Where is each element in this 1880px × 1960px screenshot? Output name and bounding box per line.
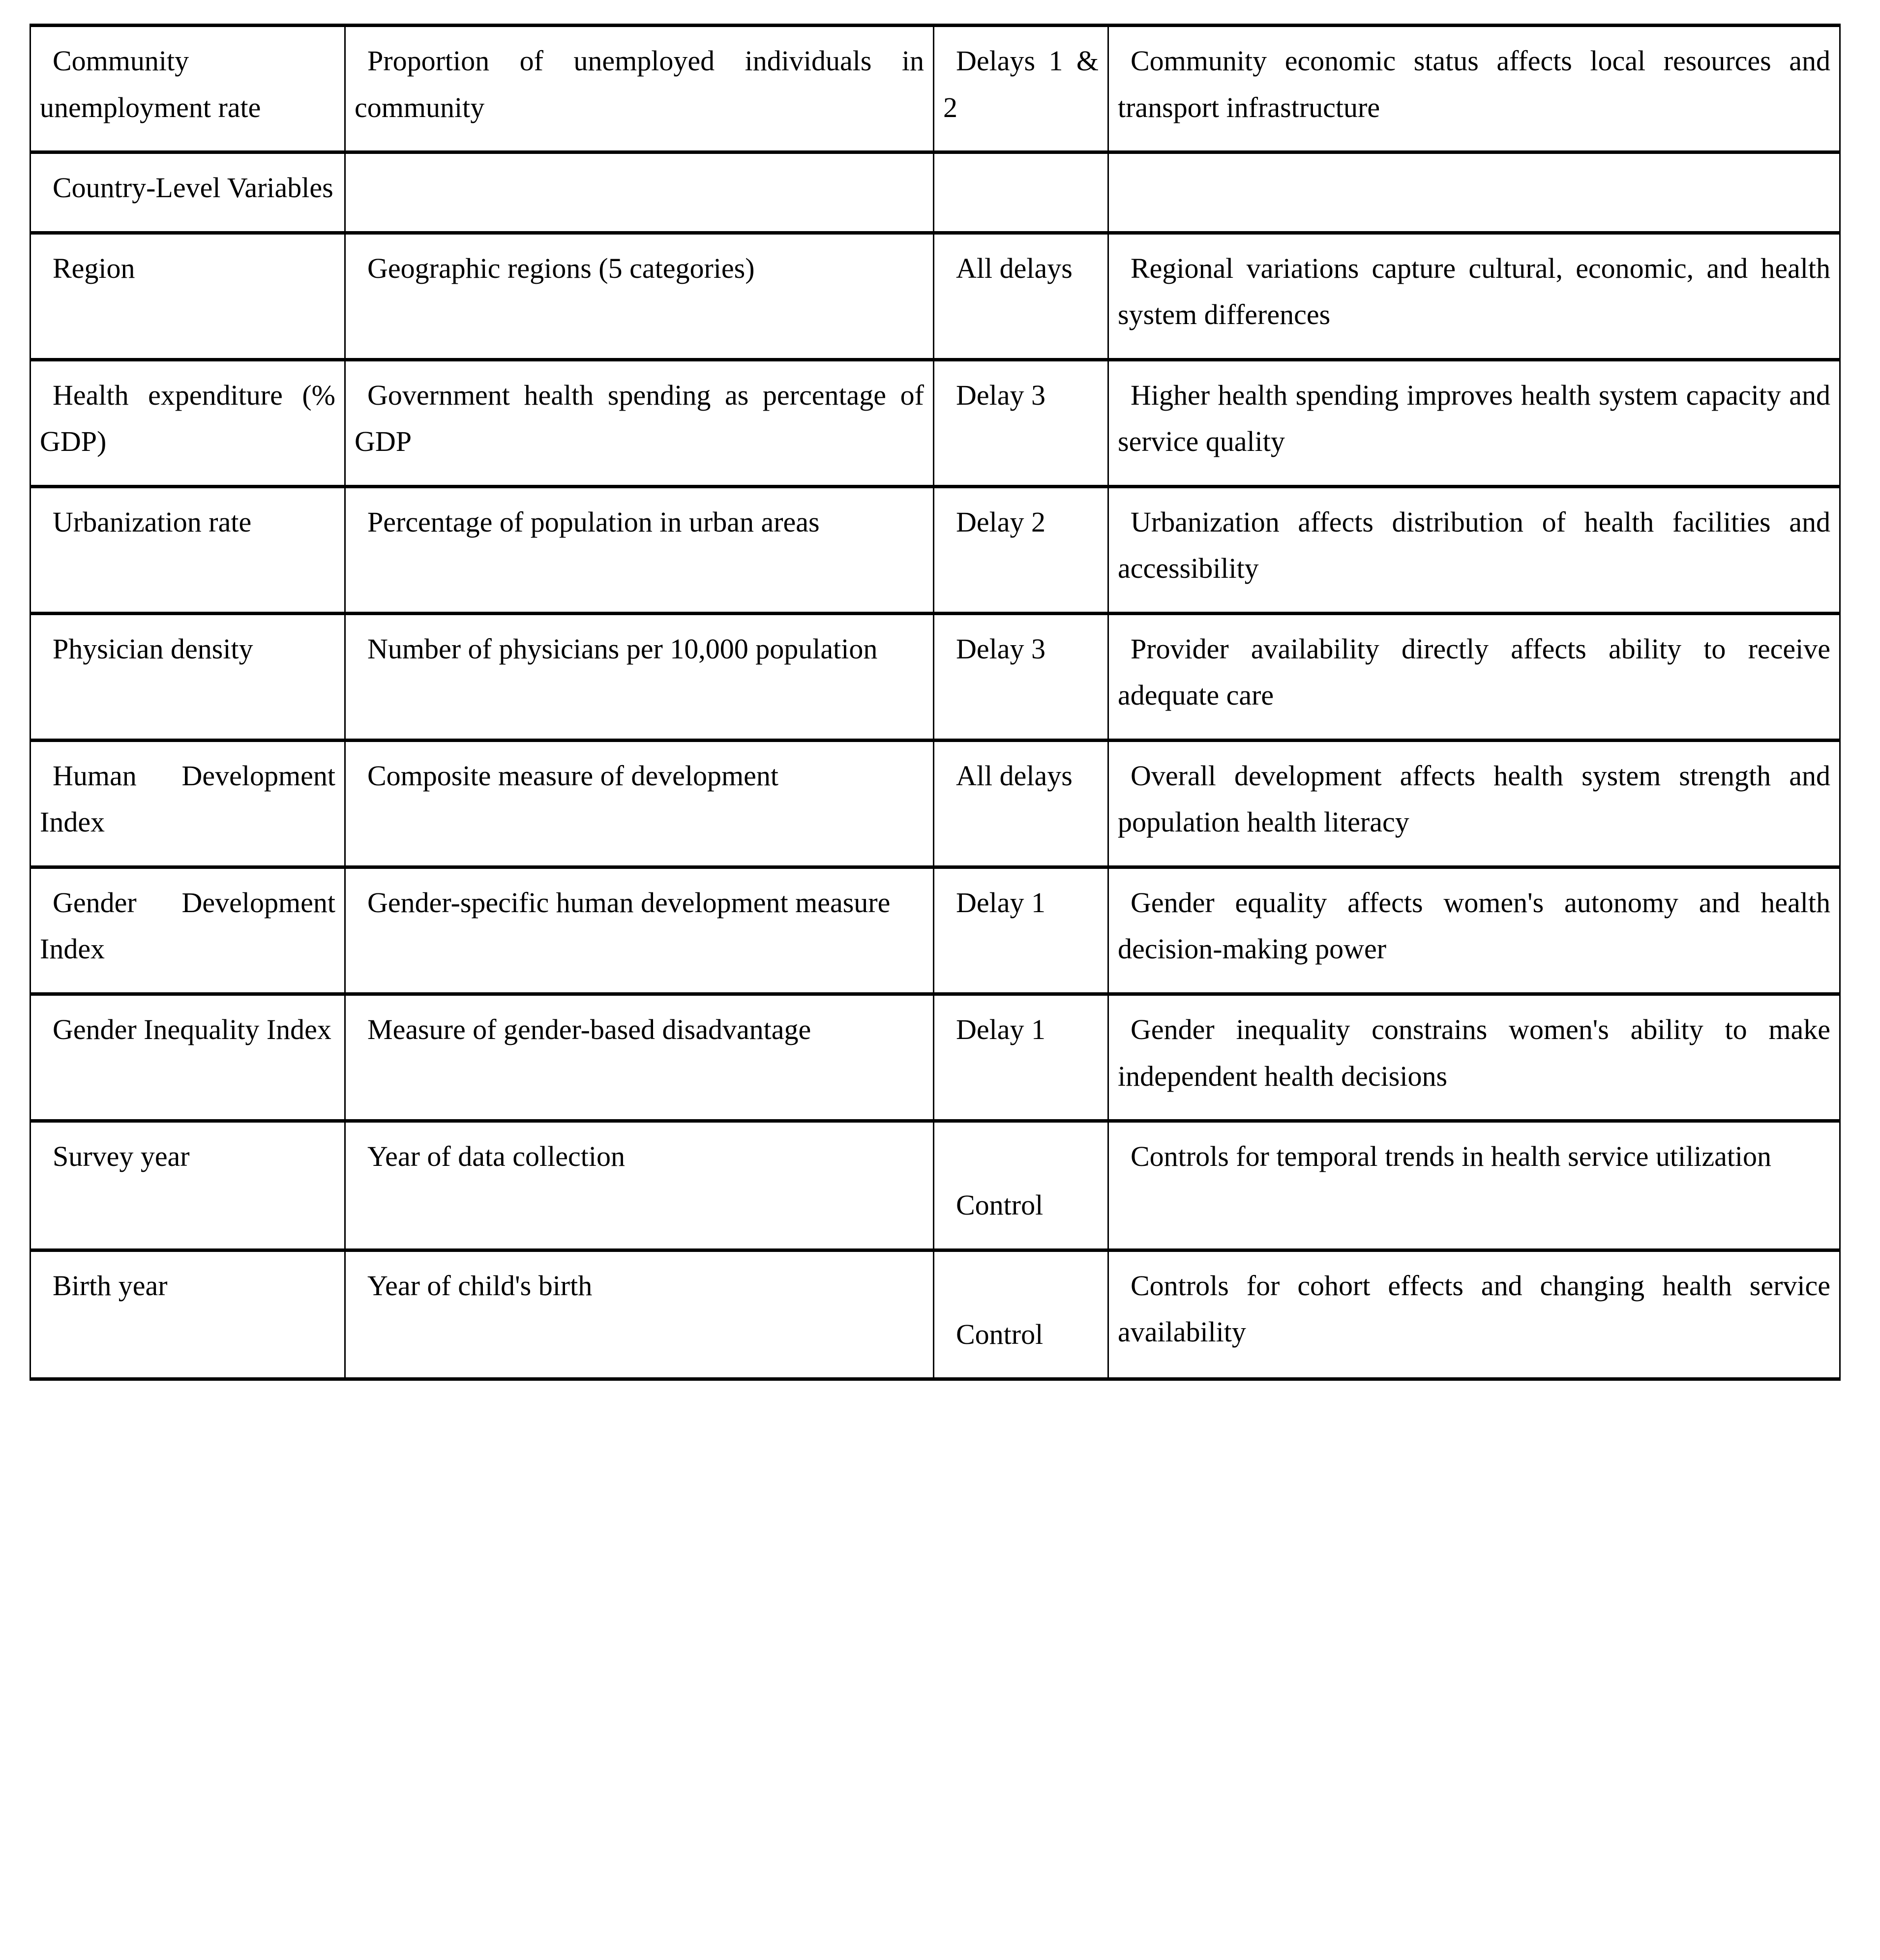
cell-variable [30, 740, 345, 867]
cell-delay [934, 486, 1108, 613]
cell-description-text: Number of physicians per 10,000 population [367, 632, 878, 665]
table-row [30, 1121, 1840, 1250]
cell-delay-text: All delays [956, 252, 1073, 284]
cell-variable-text: Gender Development Index [40, 886, 335, 965]
cell-rationale [1108, 486, 1840, 613]
cell-description-text: Gender-specific human development measure [367, 886, 891, 919]
cell-delay [934, 26, 1108, 152]
cell-variable-text: Region [53, 252, 135, 284]
cell-variable-text: Physician density [53, 632, 253, 665]
cell-variable [30, 359, 345, 486]
cell-description-text: Year of data collection [367, 1140, 625, 1173]
cell-description [345, 1250, 934, 1379]
cell-rationale [1108, 613, 1840, 740]
cell-delay [934, 867, 1108, 994]
table-body [30, 26, 1840, 1379]
cell-description [345, 26, 934, 152]
cell-rationale [1108, 152, 1840, 233]
cell-delay [934, 152, 1108, 233]
cell-rationale-text: Controls for temporal trends in health service utilization [1131, 1140, 1772, 1173]
cell-delay-text: Control [956, 1318, 1044, 1350]
cell-delay [934, 359, 1108, 486]
cell-description [345, 486, 934, 613]
cell-delay-text: Delays 1 & 2 [943, 45, 1099, 123]
cell-variable [30, 1121, 345, 1250]
cell-variable [30, 26, 345, 152]
cell-description-text: Year of child's birth [367, 1269, 593, 1302]
cell-delay-text: Delay 3 [956, 379, 1045, 411]
cell-rationale [1108, 26, 1840, 152]
cell-description-text: Geographic regions (5 categories) [367, 252, 755, 284]
table-row [30, 867, 1840, 994]
cell-delay-text: Delay 1 [956, 886, 1045, 919]
cell-description-text: Percentage of population in urban areas [367, 505, 820, 538]
cell-delay-text: Delay 3 [956, 632, 1045, 665]
cell-rationale [1108, 359, 1840, 486]
cell-description [345, 867, 934, 994]
cell-variable [30, 867, 345, 994]
cell-description [345, 994, 934, 1121]
cell-delay [934, 740, 1108, 867]
cell-rationale-text: Urbanization affects distribution of health facilities and accessibility [1118, 505, 1830, 585]
table-row [30, 359, 1840, 486]
cell-rationale-text: Gender equality affects women's autonomy and health decision-making power [1118, 886, 1830, 965]
cell-rationale [1108, 867, 1840, 994]
cell-rationale [1108, 994, 1840, 1121]
cell-description [345, 613, 934, 740]
cell-rationale [1108, 233, 1840, 359]
cell-rationale-text: Controls for cohort effects and changing health service availability [1118, 1269, 1830, 1348]
table-row [30, 740, 1840, 867]
table-row [30, 994, 1840, 1121]
cell-variable [30, 994, 345, 1121]
cell-delay [934, 994, 1108, 1121]
cell-variable-text: Community unemployment rate [40, 45, 261, 123]
cell-variable-text: Gender Inequality Index [53, 1013, 331, 1045]
cell-rationale-text: Overall development affects health system strength and population health literacy [1118, 759, 1830, 838]
cell-delay-text: Delay 1 [956, 1013, 1045, 1045]
cell-variable-text: Country-Level Variables [53, 172, 333, 204]
cell-delay-text: All delays [956, 759, 1073, 792]
cell-description [345, 233, 934, 359]
cell-rationale-text: Community economic status affects local resources and transport infrastructure [1118, 45, 1830, 123]
table-row [30, 613, 1840, 740]
cell-description-text: Composite measure of development [367, 759, 778, 792]
cell-variable [30, 233, 345, 359]
cell-description-text: Proportion of unemployed individuals in community [355, 45, 924, 123]
cell-variable-text: Health expenditure (% GDP) [40, 379, 335, 458]
cell-variable [30, 1250, 345, 1379]
cell-description [345, 359, 934, 486]
cell-delay [934, 613, 1108, 740]
cell-variable-text: Human Development Index [40, 759, 335, 838]
cell-variable [30, 613, 345, 740]
cell-variable-text: Birth year [53, 1269, 168, 1302]
cell-variable [30, 152, 345, 233]
cell-rationale-text: Gender inequality constrains women's ability to make independent health decisions [1118, 1013, 1830, 1092]
cell-rationale [1108, 740, 1840, 867]
cell-variable [30, 486, 345, 613]
cell-description [345, 740, 934, 867]
table-row [30, 486, 1840, 613]
table-row [30, 26, 1840, 152]
cell-rationale-text: Higher health spending improves health system capacity and service quality [1118, 379, 1830, 458]
cell-rationale [1108, 1121, 1840, 1250]
cell-delay [934, 1121, 1108, 1250]
table-row [30, 152, 1840, 233]
cell-delay-text: Control [956, 1189, 1044, 1221]
cell-description [345, 1121, 934, 1250]
variables-table [30, 24, 1841, 1381]
table-row [30, 233, 1840, 359]
cell-description-text: Measure of gender-based disadvantage [367, 1013, 811, 1045]
cell-variable-text: Survey year [53, 1140, 190, 1173]
cell-rationale-text: Regional variations capture cultural, economic, and health system differences [1118, 252, 1830, 331]
cell-variable-text: Urbanization rate [53, 505, 252, 538]
cell-description-text: Government health spending as percentage of GDP [355, 379, 924, 458]
cell-rationale [1108, 1250, 1840, 1379]
cell-delay-text: Delay 2 [956, 505, 1045, 538]
cell-rationale-text: Provider availability directly affects ability to receive adequate care [1118, 632, 1830, 712]
cell-delay [934, 233, 1108, 359]
cell-delay [934, 1250, 1108, 1379]
table-row [30, 1250, 1840, 1379]
cell-description [345, 152, 934, 233]
